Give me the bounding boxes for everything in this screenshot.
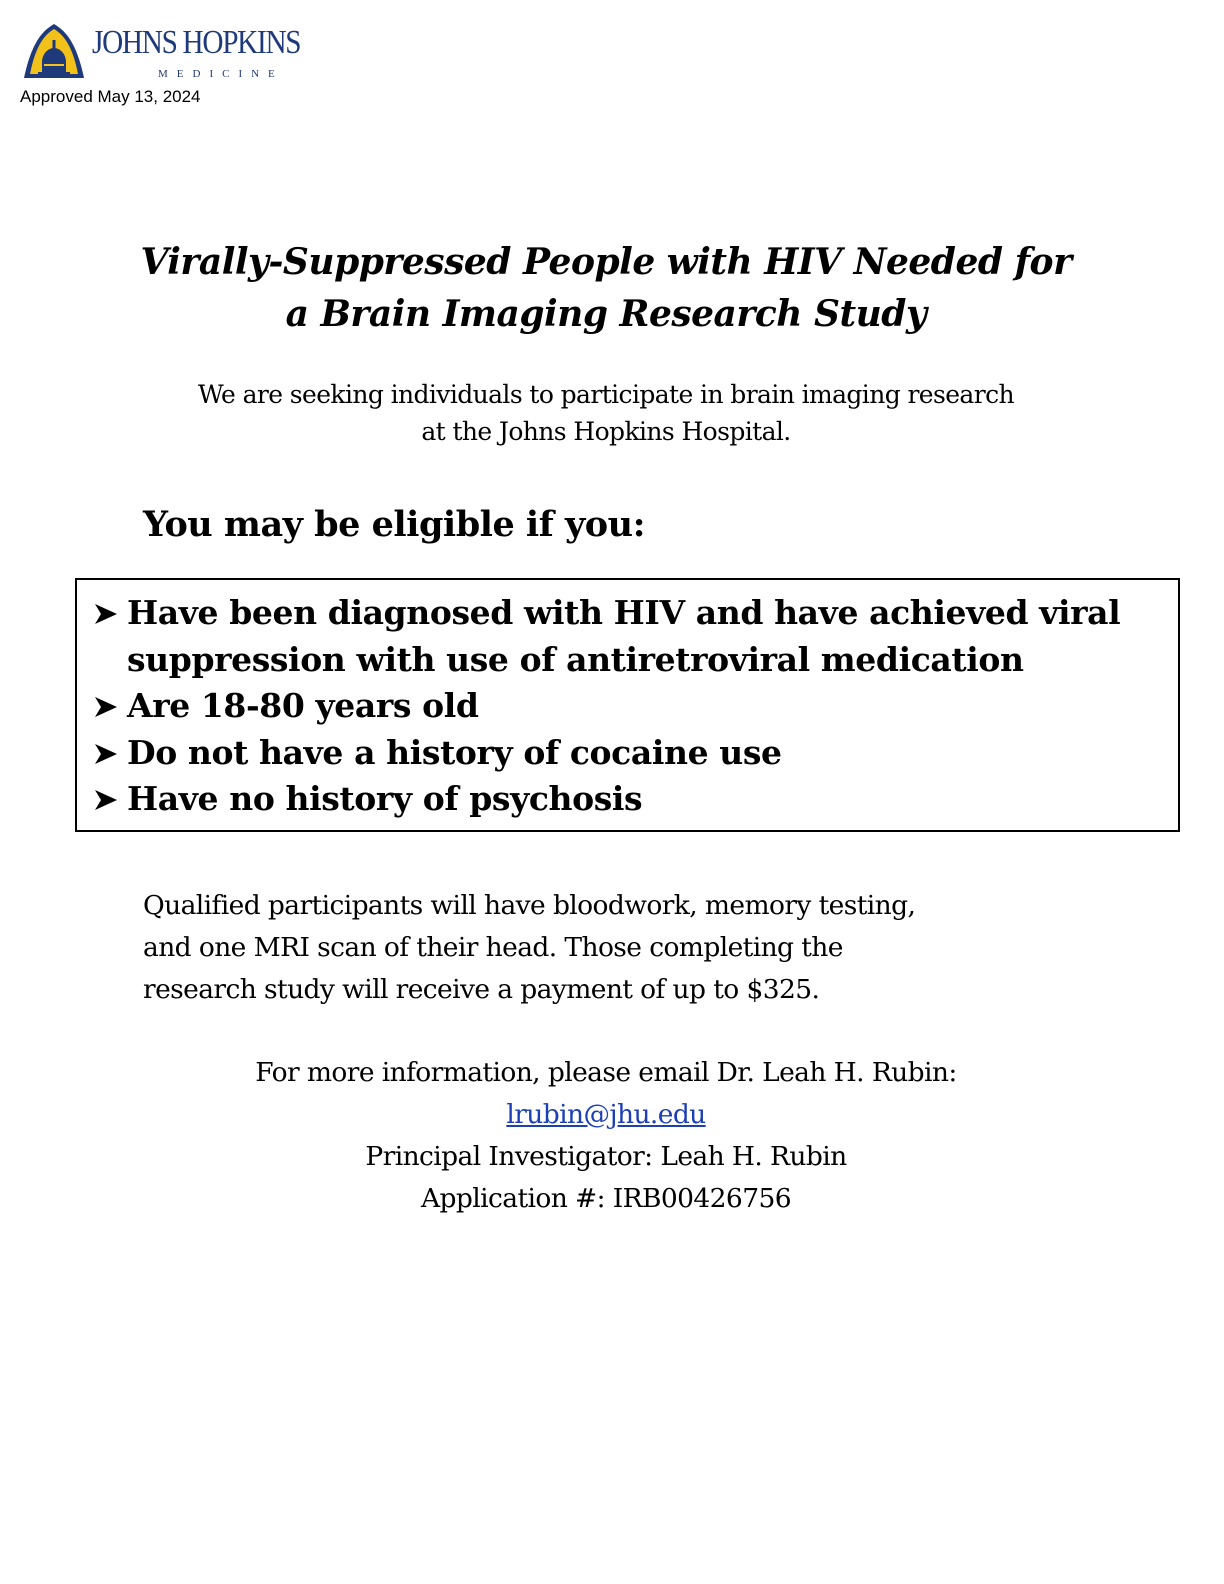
johns-hopkins-logo (22, 22, 322, 84)
details-line-3: research study will receive a payment of up to $325. (143, 974, 820, 1005)
criteria-item (77, 730, 1178, 777)
arrowhead-bullet-icon (93, 743, 119, 765)
criteria-text: Have been diagnosed with HIV and have achieved viral suppression with use of antiretroviral medication (127, 593, 1121, 679)
arrowhead-bullet-icon (93, 696, 119, 718)
details-line-1: Qualified participants will have bloodwork, memory testing, (143, 890, 916, 921)
flyer-title (100, 236, 1112, 340)
study-details (143, 885, 1103, 1011)
criteria-text: Have no history of psychosis (127, 779, 643, 818)
criteria-item (77, 776, 1178, 823)
principal-investigator: Principal Investigator: Leah H. Rubin (365, 1141, 847, 1172)
logo-wordmark: JOHNS HOPKINS (92, 24, 301, 61)
eligibility-criteria-box (75, 578, 1180, 832)
criteria-text: Are 18-80 years old (127, 686, 479, 725)
contact-email-line (100, 1094, 1112, 1136)
arrowhead-bullet-icon (93, 789, 119, 811)
contact-prompt: For more information, please email Dr. Leah H. Rubin: (255, 1057, 957, 1088)
application-number: Application #: IRB00426756 (421, 1183, 791, 1214)
contact-email-link[interactable]: lrubin@jhu.edu (506, 1099, 706, 1130)
eligibility-criteria-list (77, 580, 1178, 823)
intro-line-2: at the Johns Hopkins Hospital. (421, 417, 791, 446)
eligibility-heading: You may be eligible if you: (143, 504, 646, 545)
criteria-item (77, 590, 1178, 683)
intro-text (100, 376, 1112, 450)
criteria-item (77, 683, 1178, 730)
contact-info (100, 1052, 1112, 1220)
criteria-text: Do not have a history of cocaine use (127, 732, 782, 772)
johns-hopkins-shield-icon (22, 22, 86, 82)
title-line-1: Virally-Suppressed People with HIV Needed for (140, 241, 1072, 283)
arrowhead-bullet-icon (93, 603, 119, 625)
approval-date: Approved May 13, 2024 (20, 87, 201, 106)
title-line-2: a Brain Imaging Research Study (285, 293, 927, 335)
logo-subtitle: MEDICINE (158, 68, 284, 80)
details-line-2: and one MRI scan of their head. Those completing the (143, 932, 843, 963)
intro-line-1: We are seeking individuals to participate in brain imaging research (198, 380, 1014, 409)
